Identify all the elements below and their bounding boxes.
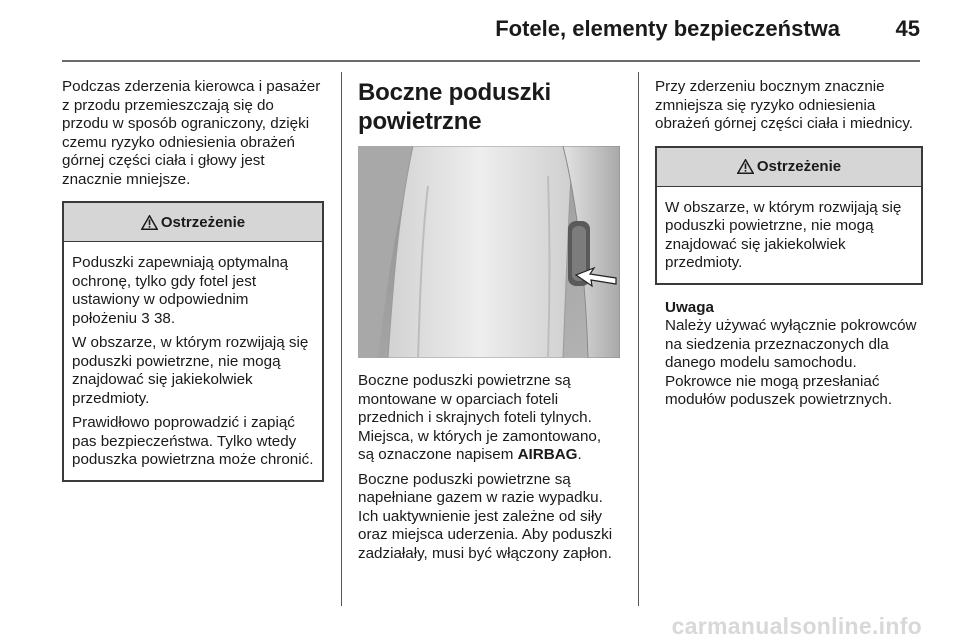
note-block: [655, 299, 923, 410]
body-text: Boczne poduszki powietrzne są montowane w oparciach foteli przednich i skrajnych foteli tylnych. Miejsca, w których je zamontowano, są oznaczone napisem: [358, 372, 602, 463]
page-reference[interactable]: 38.: [153, 309, 176, 327]
warning-paragraph: W obszarze, w którym rozwijają się poduszki powietrzne, nie mogą znajdować się jakiekolwiek przedmioty.: [665, 198, 902, 271]
body-paragraph: [358, 372, 620, 465]
section-heading: Boczne poduszki powietrzne: [358, 79, 552, 135]
column-1: [62, 78, 324, 490]
page-number: 45: [895, 16, 920, 41]
column-divider: [638, 72, 639, 606]
warning-box: [62, 201, 324, 482]
column-3: [655, 78, 923, 416]
warning-paragraph: W obszarze, w którym rozwijają się poduszki powietrzne, nie mogą znajdować się jakiekolwiek przedmioty.: [72, 334, 309, 407]
column-2: [358, 78, 620, 569]
warning-header: [64, 203, 322, 242]
warning-title: Ostrzeżenie: [160, 213, 246, 231]
warning-paragraph: Prawidłowo poprowadzić i zapiąć pas bezpieczeństwa. Tylko wtedy poduszka powietrzna może chronić.: [72, 414, 314, 468]
warning-header: [657, 148, 921, 187]
warning-body: [64, 242, 322, 480]
warning-box: [655, 146, 923, 285]
intro-paragraph: Podczas zderzenia kierowca i pasażer z przodu przemieszczają się do przodu w sposób ograniczony, dzięki czemu ryzyko odniesienia obrażeń górnej części ciała i głowy jest znacznie mniejsze.: [62, 78, 321, 188]
warning-body: [657, 187, 921, 283]
body-paragraph: Boczne poduszki powietrzne są napełniane gazem w razie wypadku. Ich uaktywnienie jest zależne od siły oraz miejsca uderzenia. Aby poduszki zadziałały, musi być włączony zapłon.: [358, 470, 613, 562]
page-reference-arrow-icon: 3: [141, 309, 150, 327]
note-title: Uwaga: [665, 298, 714, 316]
warning-paragraph: [72, 254, 314, 328]
header-rule: [62, 60, 920, 62]
warning-triangle-icon: [737, 159, 754, 174]
warning-text: Poduszki zapewniają optymalną ochronę, tylko gdy fotel jest ustawiony w odpowiednim położeniu: [72, 254, 289, 327]
seat-airbag-illustration: [358, 146, 620, 358]
watermark: carmanualsonline.info: [671, 613, 922, 639]
airbag-label: AIRBAG: [517, 446, 578, 463]
warning-triangle-icon: [141, 215, 158, 230]
page-header-title: Fotele, elementy bezpieczeństwa: [495, 16, 840, 41]
note-text: Należy używać wyłącznie pokrowców na siedzenia przeznaczonych dla danego modelu samochodu. Pokrowce nie mogą przesłaniać modułów poduszek powietrznych.: [665, 317, 917, 408]
intro-paragraph: Przy zderzeniu bocznym znacznie zmniejsza się ryzyko odniesienia obrażeń górnej części ciała i miednicy.: [655, 78, 914, 132]
warning-title: Ostrzeżenie: [756, 158, 842, 175]
column-divider: [341, 72, 342, 606]
body-text-end: .: [577, 446, 582, 463]
